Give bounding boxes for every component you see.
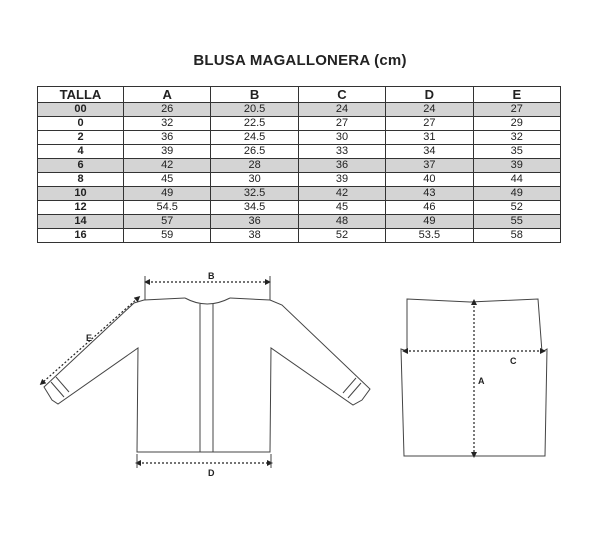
cell-value: 32 [473, 131, 560, 145]
front-placket [200, 304, 213, 452]
front-blouse-outline [44, 298, 370, 452]
cell-talla: 2 [38, 131, 124, 145]
cell-value: 45 [298, 201, 385, 215]
right-cuff [343, 378, 361, 398]
cell-value: 42 [298, 187, 385, 201]
cell-value: 52 [298, 229, 385, 243]
cell-value: 40 [386, 173, 473, 187]
cell-value: 30 [298, 131, 385, 145]
cell-value: 39 [298, 173, 385, 187]
cell-talla: 00 [38, 103, 124, 117]
cell-value: 24 [298, 103, 385, 117]
cell-value: 34.5 [211, 201, 298, 215]
cell-talla: 14 [38, 215, 124, 229]
header-d: D [386, 87, 473, 103]
cell-value: 49 [124, 187, 211, 201]
front-view [44, 298, 370, 452]
cell-talla: 6 [38, 159, 124, 173]
cell-value: 24.5 [211, 131, 298, 145]
cell-value: 55 [473, 215, 560, 229]
cell-value: 36 [298, 159, 385, 173]
page-title: BLUSA MAGALLONERA (cm) [193, 52, 407, 69]
cell-value: 39 [473, 159, 560, 173]
cell-value: 44 [473, 173, 560, 187]
cell-talla: 16 [38, 229, 124, 243]
cell-value: 52 [473, 201, 560, 215]
cell-value: 49 [386, 215, 473, 229]
front-measurements [42, 282, 270, 463]
header-b: B [211, 87, 298, 103]
cell-value: 28 [211, 159, 298, 173]
cell-value: 30 [211, 173, 298, 187]
cell-value: 39 [124, 145, 211, 159]
cell-value: 37 [386, 159, 473, 173]
cell-talla: 4 [38, 145, 124, 159]
cell-value: 54.5 [124, 201, 211, 215]
cell-value: 32.5 [211, 187, 298, 201]
label-e: E [86, 333, 93, 343]
cell-value: 22.5 [211, 117, 298, 131]
cell-value: 27 [473, 103, 560, 117]
cell-value: 31 [386, 131, 473, 145]
cell-value: 53.5 [386, 229, 473, 243]
front-tick-marks [137, 276, 271, 468]
cell-value: 57 [124, 215, 211, 229]
cell-value: 38 [211, 229, 298, 243]
header-c: C [298, 87, 385, 103]
cell-value: 42 [124, 159, 211, 173]
cell-value: 48 [298, 215, 385, 229]
front-collar [185, 298, 230, 304]
label-b: B [208, 271, 215, 281]
header-talla: TALLA [38, 87, 124, 103]
cell-value: 29 [473, 117, 560, 131]
label-c: C [510, 356, 517, 366]
label-a: A [478, 376, 485, 386]
cell-value: 36 [211, 215, 298, 229]
cell-value: 24 [386, 103, 473, 117]
cell-value: 36 [124, 131, 211, 145]
cell-value: 20.5 [211, 103, 298, 117]
cell-talla: 12 [38, 201, 124, 215]
cell-value: 27 [298, 117, 385, 131]
header-a: A [124, 87, 211, 103]
cell-value: 26 [124, 103, 211, 117]
cell-value: 59 [124, 229, 211, 243]
cell-value: 49 [473, 187, 560, 201]
cell-value: 58 [473, 229, 560, 243]
cell-value: 46 [386, 201, 473, 215]
label-d: D [208, 468, 215, 478]
cell-value: 35 [473, 145, 560, 159]
cell-value: 27 [386, 117, 473, 131]
back-measurements [405, 302, 543, 455]
cell-value: 43 [386, 187, 473, 201]
cell-value: 26.5 [211, 145, 298, 159]
cell-value: 33 [298, 145, 385, 159]
cell-value: 34 [386, 145, 473, 159]
cell-talla: 0 [38, 117, 124, 131]
cell-talla: 8 [38, 173, 124, 187]
cell-talla: 10 [38, 187, 124, 201]
header-e: E [473, 87, 560, 103]
cell-value: 32 [124, 117, 211, 131]
left-cuff [51, 377, 69, 397]
cell-value: 45 [124, 173, 211, 187]
